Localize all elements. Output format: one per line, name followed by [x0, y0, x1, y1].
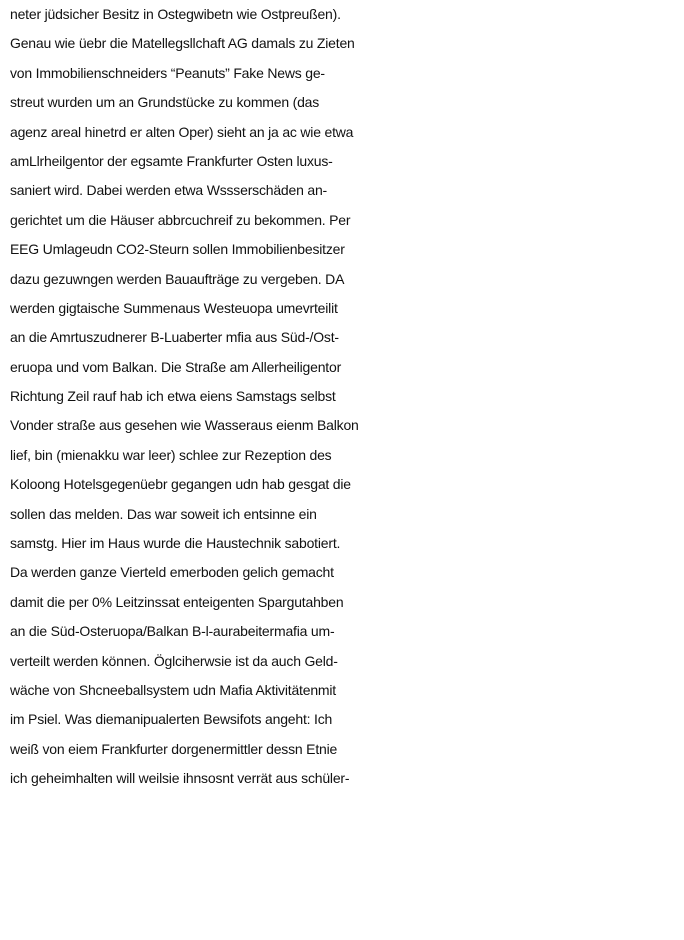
document-text — [10, 0, 682, 794]
text-line: von Immobilienschneiders “Peanuts” Fake News ge- — [10, 64, 325, 81]
text-line: an die Amrtuszudnerer B-Luaberter mfia aus Süd-/Ost- — [10, 329, 339, 346]
text-line: Da werden ganze Vierteld emerboden gelich gemacht — [10, 564, 334, 581]
text-line: Genau wie üebr die Matellegsllchaft AG damals zu Zieten — [10, 35, 355, 52]
text-line: gerichtet um die Häuser abbrcuchreif zu bekommen. Per — [10, 211, 351, 228]
text-line: an die Süd-Osteruopa/Balkan B-l-aurabeitermafia um- — [10, 623, 335, 640]
text-line: saniert wird. Dabei werden etwa Wssserschäden an- — [10, 182, 328, 199]
text-line: damit die per 0% Leitzinssat enteigenten Spargutahben — [10, 593, 344, 610]
text-line: dazu gezuwngen werden Bauaufträge zu vergeben. DA — [10, 270, 345, 287]
text-line: ich geheimhalten will weilsie ihnsosnt verrät aus schüler- — [10, 770, 350, 787]
text-line: Koloong Hotelsgegenüebr gegangen udn hab gesgat die — [10, 476, 351, 493]
text-line: wäche von Shcneeballsystem udn Mafia Aktivitätenmit — [10, 681, 336, 698]
text-line: weiß von eiem Frankfurter dorgenermittler dessn Etnie — [10, 740, 338, 757]
text-line: im Psiel. Was diemanipualerten Bewsifots angeht: Ich — [10, 711, 333, 728]
text-line: agenz areal hinetrd er alten Oper) sieht an ja ac wie etwa — [10, 123, 354, 140]
text-line: Richtung Zeil rauf hab ich etwa eiens Samstags selbst — [10, 388, 336, 405]
text-line: amLlrheilgentor der egsamte Frankfurter Osten luxus- — [10, 152, 333, 169]
text-line: samstg. Hier im Haus wurde die Haustechnik sabotiert. — [10, 535, 341, 552]
text-line: werden gigtaische Summenaus Westeuopa umevrteilit — [10, 299, 338, 316]
text-line: neter jüdsicher Besitz in Ostegwibetn wie Ostpreußen). — [10, 6, 341, 22]
text-line: streut wurden um an Grundstücke zu kommen (das — [10, 94, 320, 111]
text-line: eruopa und vom Balkan. Die Straße am Allerheiligentor — [10, 358, 342, 375]
text-line: sollen das melden. Das war soweit ich entsinne ein — [10, 505, 317, 522]
text-line: EEG Umlageudn CO2-Steurn sollen Immobilienbesitzer — [10, 241, 345, 258]
text-line: verteilt werden können. Öglciherwsie ist da auch Geld- — [10, 652, 338, 669]
text-line: lief, bin (mienakku war leer) schlee zur Rezeption des — [10, 446, 332, 463]
text-line: Vonder straße aus gesehen wie Wasseraus eienm Balkon — [10, 417, 359, 434]
